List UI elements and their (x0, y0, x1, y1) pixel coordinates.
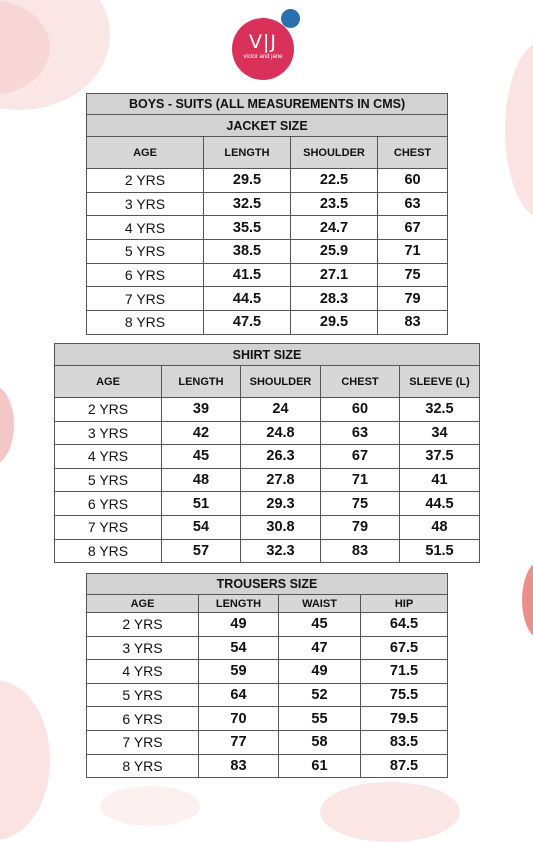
background-blob (522, 560, 533, 640)
age-cell: 3 YRS (87, 636, 199, 660)
measurement-cell: 45 (162, 445, 241, 469)
measurement-cell: 64.5 (361, 613, 448, 637)
age-cell: 4 YRS (55, 445, 162, 469)
background-blob (0, 680, 50, 840)
measurement-cell: 44.5 (204, 287, 291, 311)
measurement-cell: 75 (378, 263, 448, 287)
age-cell: 2 YRS (55, 398, 162, 422)
column-header: LENGTH (162, 366, 241, 398)
table-row (87, 192, 448, 216)
measurement-cell: 42 (162, 421, 241, 445)
measurement-cell: 27.8 (241, 468, 321, 492)
table-row (87, 263, 448, 287)
measurement-cell: 64 (199, 683, 279, 707)
column-header: HIP (361, 595, 448, 613)
background-blob (100, 786, 200, 826)
table-row (87, 311, 448, 335)
trousers-size-table (86, 573, 448, 778)
logo-mark: V|J (248, 31, 277, 53)
age-cell: 6 YRS (87, 707, 199, 731)
measurement-cell: 47 (279, 636, 361, 660)
table-row (87, 287, 448, 311)
measurement-cell: 32.5 (400, 398, 480, 422)
age-cell: 7 YRS (87, 287, 204, 311)
table-row (55, 539, 480, 563)
table-row (87, 707, 448, 731)
age-cell: 3 YRS (55, 421, 162, 445)
jacket-table-title: JACKET SIZE (87, 115, 448, 137)
measurement-cell: 83 (378, 311, 448, 335)
table-row (87, 683, 448, 707)
measurement-cell: 32.5 (204, 192, 291, 216)
background-blob (320, 782, 460, 842)
table-row (87, 636, 448, 660)
age-cell: 5 YRS (87, 683, 199, 707)
measurement-cell: 87.5 (361, 754, 448, 778)
age-cell: 8 YRS (55, 539, 162, 563)
table-row (87, 613, 448, 637)
table-row (55, 492, 480, 516)
table-row (55, 421, 480, 445)
age-cell: 2 YRS (87, 613, 199, 637)
measurement-cell: 58 (279, 730, 361, 754)
measurement-cell: 26.3 (241, 445, 321, 469)
measurement-cell: 60 (321, 398, 400, 422)
age-cell: 5 YRS (55, 468, 162, 492)
age-cell: 7 YRS (87, 730, 199, 754)
column-header: CHEST (378, 137, 448, 169)
shirt-size-table (54, 343, 480, 563)
measurement-cell: 51 (162, 492, 241, 516)
measurement-cell: 63 (378, 192, 448, 216)
measurement-cell: 47.5 (204, 311, 291, 335)
measurement-cell: 37.5 (400, 445, 480, 469)
measurement-cell: 39 (162, 398, 241, 422)
measurement-cell: 44.5 (400, 492, 480, 516)
table-row (55, 468, 480, 492)
measurement-cell: 29.5 (291, 311, 378, 335)
column-header: SHOULDER (291, 137, 378, 169)
measurement-cell: 52 (279, 683, 361, 707)
measurement-cell: 75 (321, 492, 400, 516)
trousers-table-title: TROUSERS SIZE (87, 574, 448, 595)
table-row (87, 169, 448, 193)
age-cell: 6 YRS (55, 492, 162, 516)
measurement-cell: 28.3 (291, 287, 378, 311)
age-cell: 2 YRS (87, 169, 204, 193)
measurement-cell: 77 (199, 730, 279, 754)
measurement-cell: 71 (378, 240, 448, 264)
measurement-cell: 83.5 (361, 730, 448, 754)
measurement-cell: 49 (199, 613, 279, 637)
background-blob (505, 40, 533, 220)
measurement-cell: 32.3 (241, 539, 321, 563)
measurement-cell: 23.5 (291, 192, 378, 216)
measurement-cell: 29.3 (241, 492, 321, 516)
table-row (55, 445, 480, 469)
measurement-cell: 55 (279, 707, 361, 731)
column-header: WAIST (279, 595, 361, 613)
measurement-cell: 29.5 (204, 169, 291, 193)
measurement-cell: 79 (378, 287, 448, 311)
column-header: AGE (87, 595, 199, 613)
measurement-cell: 57 (162, 539, 241, 563)
measurement-cell: 48 (400, 515, 480, 539)
measurement-cell: 41.5 (204, 263, 291, 287)
measurement-cell: 79.5 (361, 707, 448, 731)
measurement-cell: 54 (199, 636, 279, 660)
measurement-cell: 41 (400, 468, 480, 492)
table-row (87, 240, 448, 264)
measurement-cell: 51.5 (400, 539, 480, 563)
measurement-cell: 27.1 (291, 263, 378, 287)
measurement-cell: 48 (162, 468, 241, 492)
measurement-cell: 49 (279, 660, 361, 684)
age-cell: 4 YRS (87, 216, 204, 240)
measurement-cell: 67 (378, 216, 448, 240)
table-row (87, 754, 448, 778)
measurement-cell: 60 (378, 169, 448, 193)
measurement-cell: 35.5 (204, 216, 291, 240)
background-blob (0, 385, 14, 465)
jacket-size-table (86, 93, 448, 335)
age-cell: 5 YRS (87, 240, 204, 264)
table-row (87, 660, 448, 684)
table-row (87, 216, 448, 240)
measurement-cell: 83 (321, 539, 400, 563)
logo-dot (281, 9, 300, 28)
measurement-cell: 45 (279, 613, 361, 637)
measurement-cell: 71 (321, 468, 400, 492)
table-row (87, 730, 448, 754)
column-header: AGE (55, 366, 162, 398)
measurement-cell: 83 (199, 754, 279, 778)
column-header: LENGTH (199, 595, 279, 613)
measurement-cell: 24 (241, 398, 321, 422)
measurement-cell: 63 (321, 421, 400, 445)
measurement-cell: 67 (321, 445, 400, 469)
age-cell: 7 YRS (55, 515, 162, 539)
measurement-cell: 25.9 (291, 240, 378, 264)
column-header: LENGTH (204, 137, 291, 169)
measurement-cell: 38.5 (204, 240, 291, 264)
table-row (55, 515, 480, 539)
measurement-cell: 61 (279, 754, 361, 778)
column-header: AGE (87, 137, 204, 169)
measurement-cell: 79 (321, 515, 400, 539)
page-title: BOYS - SUITS (ALL MEASUREMENTS IN CMS) (87, 94, 448, 115)
measurement-cell: 71.5 (361, 660, 448, 684)
measurement-cell: 30.8 (241, 515, 321, 539)
measurement-cell: 75.5 (361, 683, 448, 707)
column-header: SHOULDER (241, 366, 321, 398)
measurement-cell: 54 (162, 515, 241, 539)
age-cell: 4 YRS (87, 660, 199, 684)
measurement-cell: 67.5 (361, 636, 448, 660)
measurement-cell: 34 (400, 421, 480, 445)
brand-logo (232, 18, 294, 80)
logo-subtitle: victor and jane (243, 54, 283, 60)
shirt-table-title: SHIRT SIZE (55, 344, 480, 366)
column-header: SLEEVE (L) (400, 366, 480, 398)
measurement-cell: 70 (199, 707, 279, 731)
measurement-cell: 24.8 (241, 421, 321, 445)
age-cell: 3 YRS (87, 192, 204, 216)
measurement-cell: 24.7 (291, 216, 378, 240)
table-row (55, 398, 480, 422)
age-cell: 8 YRS (87, 311, 204, 335)
column-header: CHEST (321, 366, 400, 398)
age-cell: 6 YRS (87, 263, 204, 287)
measurement-cell: 59 (199, 660, 279, 684)
age-cell: 8 YRS (87, 754, 199, 778)
measurement-cell: 22.5 (291, 169, 378, 193)
